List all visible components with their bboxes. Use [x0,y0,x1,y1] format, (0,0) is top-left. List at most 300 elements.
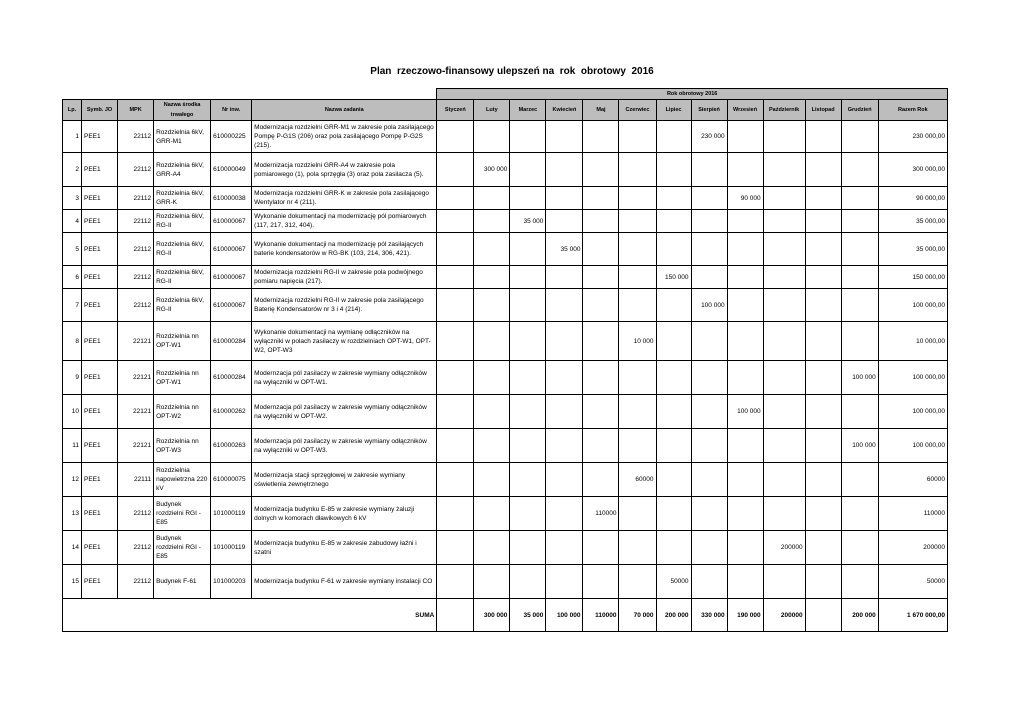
sum-month-cell: 200 000 [656,599,691,632]
column-header: Marzec [510,100,546,121]
table-row [63,153,948,187]
month-value-cell [691,463,727,497]
month-value-cell: 300 000 [474,153,510,187]
month-value-cell [763,463,805,497]
month-value-cell [510,187,546,210]
month-value-cell [805,429,841,463]
document-title: Plan rzeczowo-finansowy ulepszeń na rok obrotowy 2016 [370,66,654,77]
month-value-cell [583,361,619,395]
month-value-cell [510,233,546,266]
month-value-cell [763,322,805,361]
table-row [63,531,948,565]
month-value-cell [656,531,691,565]
month-value-cell [805,361,841,395]
asset-name-cell: Rozdzielnia 6kV, GRR-M1 [154,121,211,153]
month-value-cell: 60000 [619,463,656,497]
month-value-cell [619,153,656,187]
sum-month-cell [437,599,474,632]
row-total-cell: 100 000,00 [878,361,947,395]
month-value-cell [619,289,656,322]
mpk-cell: 22112 [118,233,154,266]
symbol-jo-cell: PEE1 [82,361,118,395]
header-spacer [63,89,437,100]
month-value-cell [474,429,510,463]
asset-name-cell: Rozdzielnia nn OPT-W1 [154,322,211,361]
month-value-cell [583,429,619,463]
month-value-cell [510,497,546,531]
month-value-cell [727,121,763,153]
row-total-cell: 100 000,00 [878,429,947,463]
table-header [63,89,948,121]
month-value-cell [437,322,474,361]
column-header: Czerwiec [619,100,656,121]
month-value-cell [474,361,510,395]
task-name-cell: Modernizacja budynku E-85 w zakresie zabudowy łaźni i szatni [252,531,437,565]
row-number: 12 [63,463,82,497]
month-value-cell [437,395,474,429]
column-header: Lipiec [656,100,691,121]
month-value-cell [656,121,691,153]
month-value-cell [656,322,691,361]
inventory-number-cell: 610000049 [211,153,252,187]
column-header: Nazwa środka trwałego [154,100,211,121]
month-value-cell [763,565,805,599]
month-value-cell [619,395,656,429]
month-value-cell [437,153,474,187]
row-total-cell: 35 000,00 [878,210,947,233]
month-value-cell [805,187,841,210]
month-value-cell [437,233,474,266]
month-value-cell [474,289,510,322]
month-value-cell [763,497,805,531]
inventory-number-cell: 610000067 [211,233,252,266]
month-value-cell [546,497,583,531]
mpk-cell: 22121 [118,322,154,361]
month-value-cell [474,187,510,210]
month-value-cell [546,121,583,153]
task-name-cell: Modernizacja budynku E-85 w zakresie wymiany żaluzji dolnych w komorach dławikowych 6 kV [252,497,437,531]
month-value-cell [546,531,583,565]
inventory-number-cell: 610000225 [211,121,252,153]
row-total-cell: 100 000,00 [878,395,947,429]
month-value-cell [656,429,691,463]
table-row [63,210,948,233]
month-value-cell [656,497,691,531]
month-value-cell [841,233,878,266]
task-name-cell: Modernzacja pól zasilaczy w zakresie wymiany odłączników na wyłączniki w OPT-W2. [252,395,437,429]
month-value-cell: 100 000 [841,361,878,395]
month-value-cell [691,322,727,361]
month-value-cell [805,266,841,289]
column-header: Symb. JO [82,100,118,121]
table-row [63,266,948,289]
month-value-cell [691,395,727,429]
asset-name-cell: Rozdzielnia nn OPT-W1 [154,361,211,395]
month-value-cell [691,531,727,565]
task-name-cell: Wykonanie dokumentacji na modernizację pól pomiarowych (117, 217, 312, 404). [252,210,437,233]
month-value-cell [691,210,727,233]
month-value-cell [691,187,727,210]
row-number: 1 [63,121,82,153]
month-value-cell [656,289,691,322]
sum-month-cell: 35 000 [510,599,546,632]
month-value-cell [583,531,619,565]
task-name-cell: Modernzacja pól zasilaczy w zakresie wymiany odłączników na wyłączniki w OPT-W3. [252,429,437,463]
task-name-cell: Modernizacja rozdzielni RG-II w zakresie pola podwójnego pomiaru napięcia (217). [252,266,437,289]
month-value-cell [805,565,841,599]
table-row [63,187,948,210]
row-total-cell: 90 000,00 [878,187,947,210]
month-value-cell [727,266,763,289]
symbol-jo-cell: PEE1 [82,210,118,233]
month-value-cell: 100 000 [691,289,727,322]
symbol-jo-cell: PEE1 [82,121,118,153]
sum-month-cell: 200 000 [841,599,878,632]
month-value-cell [437,121,474,153]
inventory-number-cell: 610000284 [211,322,252,361]
task-name-cell: Modernizacja rozdzielni GRR-M1 w zakresie pola zasilającego Pompę P-G1S (206) oraz pola zasilającego Pompę P-G2S (215). [252,121,437,153]
row-number: 6 [63,266,82,289]
mpk-cell: 22112 [118,497,154,531]
month-value-cell [763,210,805,233]
month-value-cell [841,565,878,599]
month-value-cell [510,531,546,565]
month-value-cell [841,266,878,289]
month-value-cell [510,565,546,599]
month-value-cell [546,395,583,429]
month-value-cell [656,233,691,266]
inventory-number-cell: 610000262 [211,395,252,429]
month-value-cell [546,187,583,210]
mpk-cell: 22112 [118,266,154,289]
symbol-jo-cell: PEE1 [82,531,118,565]
month-value-cell [546,322,583,361]
month-value-cell [437,565,474,599]
mpk-cell: 22112 [118,565,154,599]
row-number: 8 [63,322,82,361]
mpk-cell: 22112 [118,121,154,153]
row-number: 10 [63,395,82,429]
month-value-cell [474,395,510,429]
table-body [63,121,948,632]
month-value-cell [805,121,841,153]
month-value-cell [474,463,510,497]
month-value-cell [437,187,474,210]
task-name-cell: Modernzacja pól zasilaczy w zakresie wymiany odłączników na wyłączniki w OPT-W1. [252,361,437,395]
month-value-cell [474,121,510,153]
month-value-cell [510,121,546,153]
month-value-cell: 35 000 [510,210,546,233]
task-name-cell: Modernizacja rozdzielni RG-II w zakresie pola zasilającego Baterię Kondensatorów nr 3 i 4 (214). [252,289,437,322]
asset-name-cell: Rozdzielnia nn OPT-W3 [154,429,211,463]
month-value-cell: 100 000 [841,429,878,463]
inventory-number-cell: 610000075 [211,463,252,497]
month-value-cell [805,497,841,531]
month-value-cell [546,153,583,187]
month-value-cell [437,289,474,322]
month-value-cell [727,361,763,395]
mpk-cell: 22111 [118,463,154,497]
mpk-cell: 22121 [118,361,154,395]
month-value-cell [510,463,546,497]
inventory-number-cell: 610000263 [211,429,252,463]
plan-table [62,88,948,632]
table-row [63,395,948,429]
symbol-jo-cell: PEE1 [82,289,118,322]
month-value-cell [691,361,727,395]
month-value-cell [841,463,878,497]
month-value-cell: 100 000 [727,395,763,429]
month-value-cell [546,463,583,497]
month-value-cell [805,210,841,233]
asset-name-cell: Rozdzielnia nn OPT-W2 [154,395,211,429]
month-value-cell [619,121,656,153]
month-value-cell [583,463,619,497]
month-value-cell [619,429,656,463]
inventory-number-cell: 610000067 [211,266,252,289]
month-value-cell [841,289,878,322]
row-total-cell: 110000 [878,497,947,531]
month-value-cell [805,463,841,497]
month-value-cell [691,233,727,266]
month-value-cell [691,429,727,463]
task-name-cell: Modernizacja rozdzielni GRR-K w zakresie pola zasilającego Wentylator nr 4 (211). [252,187,437,210]
month-value-cell [841,121,878,153]
month-value-cell [583,289,619,322]
month-value-cell [510,361,546,395]
inventory-number-cell: 101000119 [211,497,252,531]
month-value-cell [583,266,619,289]
row-number: 13 [63,497,82,531]
asset-name-cell: Budynek rozdzielni RGI - E85 [154,531,211,565]
symbol-jo-cell: PEE1 [82,565,118,599]
month-value-cell [727,497,763,531]
sum-month-cell [805,599,841,632]
column-header: Listopad [805,100,841,121]
asset-name-cell: Rozdzielnia 6kV, RG-II [154,266,211,289]
month-value-cell [727,429,763,463]
month-value-cell [437,361,474,395]
month-value-cell [656,187,691,210]
month-value-cell [474,565,510,599]
month-value-cell [437,463,474,497]
month-value-cell [691,153,727,187]
row-total-cell: 300 000,00 [878,153,947,187]
row-number: 14 [63,531,82,565]
month-value-cell: 10 000 [619,322,656,361]
month-value-cell [474,531,510,565]
symbol-jo-cell: PEE1 [82,429,118,463]
month-value-cell: 50000 [656,565,691,599]
table-row [63,361,948,395]
sum-month-cell: 110000 [583,599,619,632]
month-value-cell [691,266,727,289]
month-value-cell [437,210,474,233]
row-total-cell: 150 000,00 [878,266,947,289]
column-header: Nr inw. [211,100,252,121]
inventory-number-cell: 610000067 [211,289,252,322]
column-header: Kwiecień [546,100,583,121]
task-name-cell: Modernizacja budynku F-61 w zakresie wymiany instalacji CO [252,565,437,599]
month-value-cell [841,531,878,565]
row-total-cell: 50000 [878,565,947,599]
month-value-cell [546,266,583,289]
mpk-cell: 22112 [118,187,154,210]
row-total-cell: 200000 [878,531,947,565]
month-value-cell [474,210,510,233]
sum-month-cell: 70 000 [619,599,656,632]
symbol-jo-cell: PEE1 [82,322,118,361]
year-group-header: Rok obrotowy 2016 [437,89,948,100]
month-value-cell [691,565,727,599]
row-number: 7 [63,289,82,322]
symbol-jo-cell: PEE1 [82,233,118,266]
month-value-cell [583,210,619,233]
month-value-cell [727,289,763,322]
table-row [63,429,948,463]
month-value-cell [619,210,656,233]
sum-month-cell: 300 000 [474,599,510,632]
month-value-cell [437,497,474,531]
column-header: Nazwa zadania [252,100,437,121]
mpk-cell: 22112 [118,531,154,565]
month-value-cell [510,322,546,361]
month-value-cell [841,210,878,233]
task-name-cell: Wykonanie dokumentacji na wymianę odłączników na wyłączniki w polach zasilaczy w rozdzielniach OPT-W1, OPT-W2, OPT-W3 [252,322,437,361]
column-header: MPK [118,100,154,121]
month-value-cell: 200000 [763,531,805,565]
row-number: 5 [63,233,82,266]
table-row [63,289,948,322]
task-name-cell: Modernizacja rozdzielni GRR-A4 w zakresie pola pomiarowego (1), pola sprzęgła (3) oraz pola zasilacza (5). [252,153,437,187]
symbol-jo-cell: PEE1 [82,497,118,531]
row-number: 2 [63,153,82,187]
month-value-cell [546,565,583,599]
month-value-cell [546,429,583,463]
month-value-cell: 35 000 [546,233,583,266]
sum-month-cell: 190 000 [727,599,763,632]
month-value-cell [656,395,691,429]
month-value-cell [546,210,583,233]
row-number: 15 [63,565,82,599]
month-value-cell [841,395,878,429]
asset-name-cell: Rozdzielnia 6kV, RG-II [154,233,211,266]
month-value-cell [763,289,805,322]
month-value-cell [763,361,805,395]
month-value-cell [546,289,583,322]
month-value-cell [510,289,546,322]
month-value-cell [805,531,841,565]
month-value-cell [727,233,763,266]
month-value-cell [763,233,805,266]
month-value-cell [619,233,656,266]
month-value-cell [763,429,805,463]
row-total-cell: 60000 [878,463,947,497]
table-row [63,322,948,361]
month-value-cell [841,187,878,210]
month-value-cell [656,153,691,187]
month-value-cell [510,153,546,187]
month-value-cell [474,497,510,531]
month-value-cell [474,322,510,361]
month-value-cell: 150 000 [656,266,691,289]
month-value-cell [583,565,619,599]
month-value-cell [841,153,878,187]
column-header: Styczeń [437,100,474,121]
symbol-jo-cell: PEE1 [82,266,118,289]
month-value-cell [727,463,763,497]
table-row [63,497,948,531]
month-value-cell [437,266,474,289]
table-row [63,121,948,153]
month-value-cell [546,361,583,395]
month-value-cell [510,429,546,463]
asset-name-cell: Rozdzielnia 6kV, GRR-K [154,187,211,210]
asset-name-cell: Rozdzielnia 6kV, RG-II [154,210,211,233]
column-header: Wrzesień [727,100,763,121]
asset-name-cell: Rozdzielnia napowietrzna 220 kV [154,463,211,497]
month-value-cell [583,153,619,187]
symbol-jo-cell: PEE1 [82,463,118,497]
month-value-cell [763,266,805,289]
mpk-cell: 22112 [118,289,154,322]
row-number: 4 [63,210,82,233]
column-header: Razem Rok [878,100,947,121]
table-row [63,233,948,266]
month-value-cell [619,187,656,210]
mpk-cell: 22121 [118,395,154,429]
row-number: 3 [63,187,82,210]
month-value-cell [583,395,619,429]
month-value-cell [727,153,763,187]
month-value-cell [510,395,546,429]
month-value-cell [619,565,656,599]
row-number: 9 [63,361,82,395]
month-value-cell [727,565,763,599]
inventory-number-cell: 101000203 [211,565,252,599]
symbol-jo-cell: PEE1 [82,187,118,210]
column-header: Luty [474,100,510,121]
row-total-cell: 35 000,00 [878,233,947,266]
task-name-cell: Modernizacja stacji sprzęgłowej w zakresie wymiany oświetlenia zewnętrznego [252,463,437,497]
row-total-cell: 230 000,00 [878,121,947,153]
month-value-cell [583,322,619,361]
month-value-cell [763,153,805,187]
month-value-cell [727,531,763,565]
asset-name-cell: Budynek rozdzielni RGI - E85 [154,497,211,531]
month-value-cell [583,233,619,266]
sum-month-cell: 200000 [763,599,805,632]
row-total-cell: 10 000,00 [878,322,947,361]
month-value-cell [474,233,510,266]
column-header: Grudzień [841,100,878,121]
inventory-number-cell: 101000119 [211,531,252,565]
column-header: Lp. [63,100,82,121]
symbol-jo-cell: PEE1 [82,153,118,187]
month-value-cell: 110000 [583,497,619,531]
month-value-cell [805,395,841,429]
month-value-cell [474,266,510,289]
symbol-jo-cell: PEE1 [82,395,118,429]
month-value-cell [763,395,805,429]
month-value-cell [805,153,841,187]
column-header: Sierpień [691,100,727,121]
month-value-cell [763,121,805,153]
asset-name-cell: Rozdzielnia 6kV, GRR-A4 [154,153,211,187]
month-value-cell: 90 000 [727,187,763,210]
month-value-cell [656,463,691,497]
month-value-cell: 230 000 [691,121,727,153]
